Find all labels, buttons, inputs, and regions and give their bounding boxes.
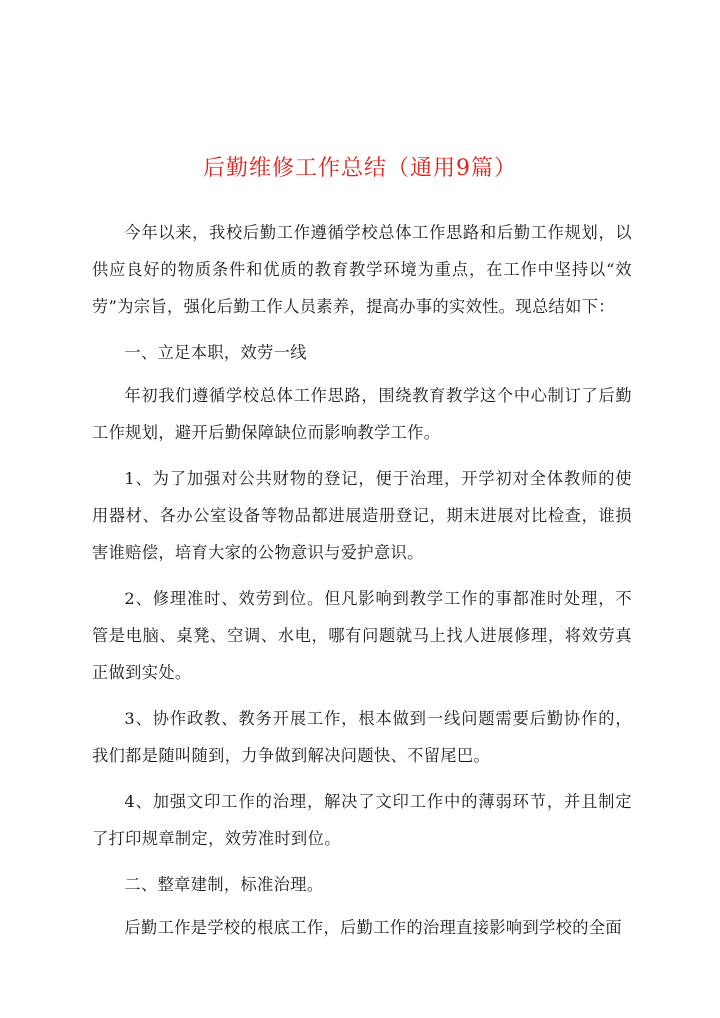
list-item-4: 4、加强文印工作的治理，解决了文印工作中的薄弱环节，并且制定了打印规章制定，效劳准时到位。 bbox=[92, 792, 632, 848]
section-heading-1: 一、立足本职，效劳一线 bbox=[124, 343, 307, 362]
paragraph-1: 年初我们遵循学校总体工作思路，围绕教育教学这个中心制订了后勤工作规划，避开后勤保障缺位而影响教学工作。 bbox=[92, 386, 632, 442]
list-item-1: 1、为了加强对公共财物的登记，便于治理，开学初对全体教师的使用器材、各办公室设备等物品都进展造册登记，期末进展对比检查，谁损害谁赔偿，培育大家的公物意识与爱护意识。 bbox=[92, 469, 632, 562]
document-title: 后勤维修工作总结（通用9篇） bbox=[203, 156, 517, 181]
list-item-2: 2、修理准时、效劳到位。但凡影响到教学工作的事都准时处理，不管是电脑、桌凳、空调、水电，哪有问题就马上找人进展修理，将效劳真正做到实处。 bbox=[92, 589, 632, 682]
paragraph-2: 后勤工作是学校的根底工作，后勤工作的治理直接影响到学校的全面 bbox=[124, 918, 623, 937]
document-body bbox=[92, 214, 632, 955]
section-heading-2: 二、整章建制，标准治理。 bbox=[124, 875, 324, 894]
list-item-3: 3、协作政教、教务开展工作，根本做到一线问题需要后勤协作的，我们都是随叫随到，力争做到解决问题快、不留尾巴。 bbox=[92, 709, 632, 765]
paragraph-intro: 今年以来，我校后勤工作遵循学校总体工作思路和后勤工作规划，以供应良好的物质条件和优质的教育教学环境为重点，在工作中坚持以“效劳”为宗旨，强化后勤工作人员素养，提高办事的实效性。现总结如下： bbox=[92, 223, 632, 316]
